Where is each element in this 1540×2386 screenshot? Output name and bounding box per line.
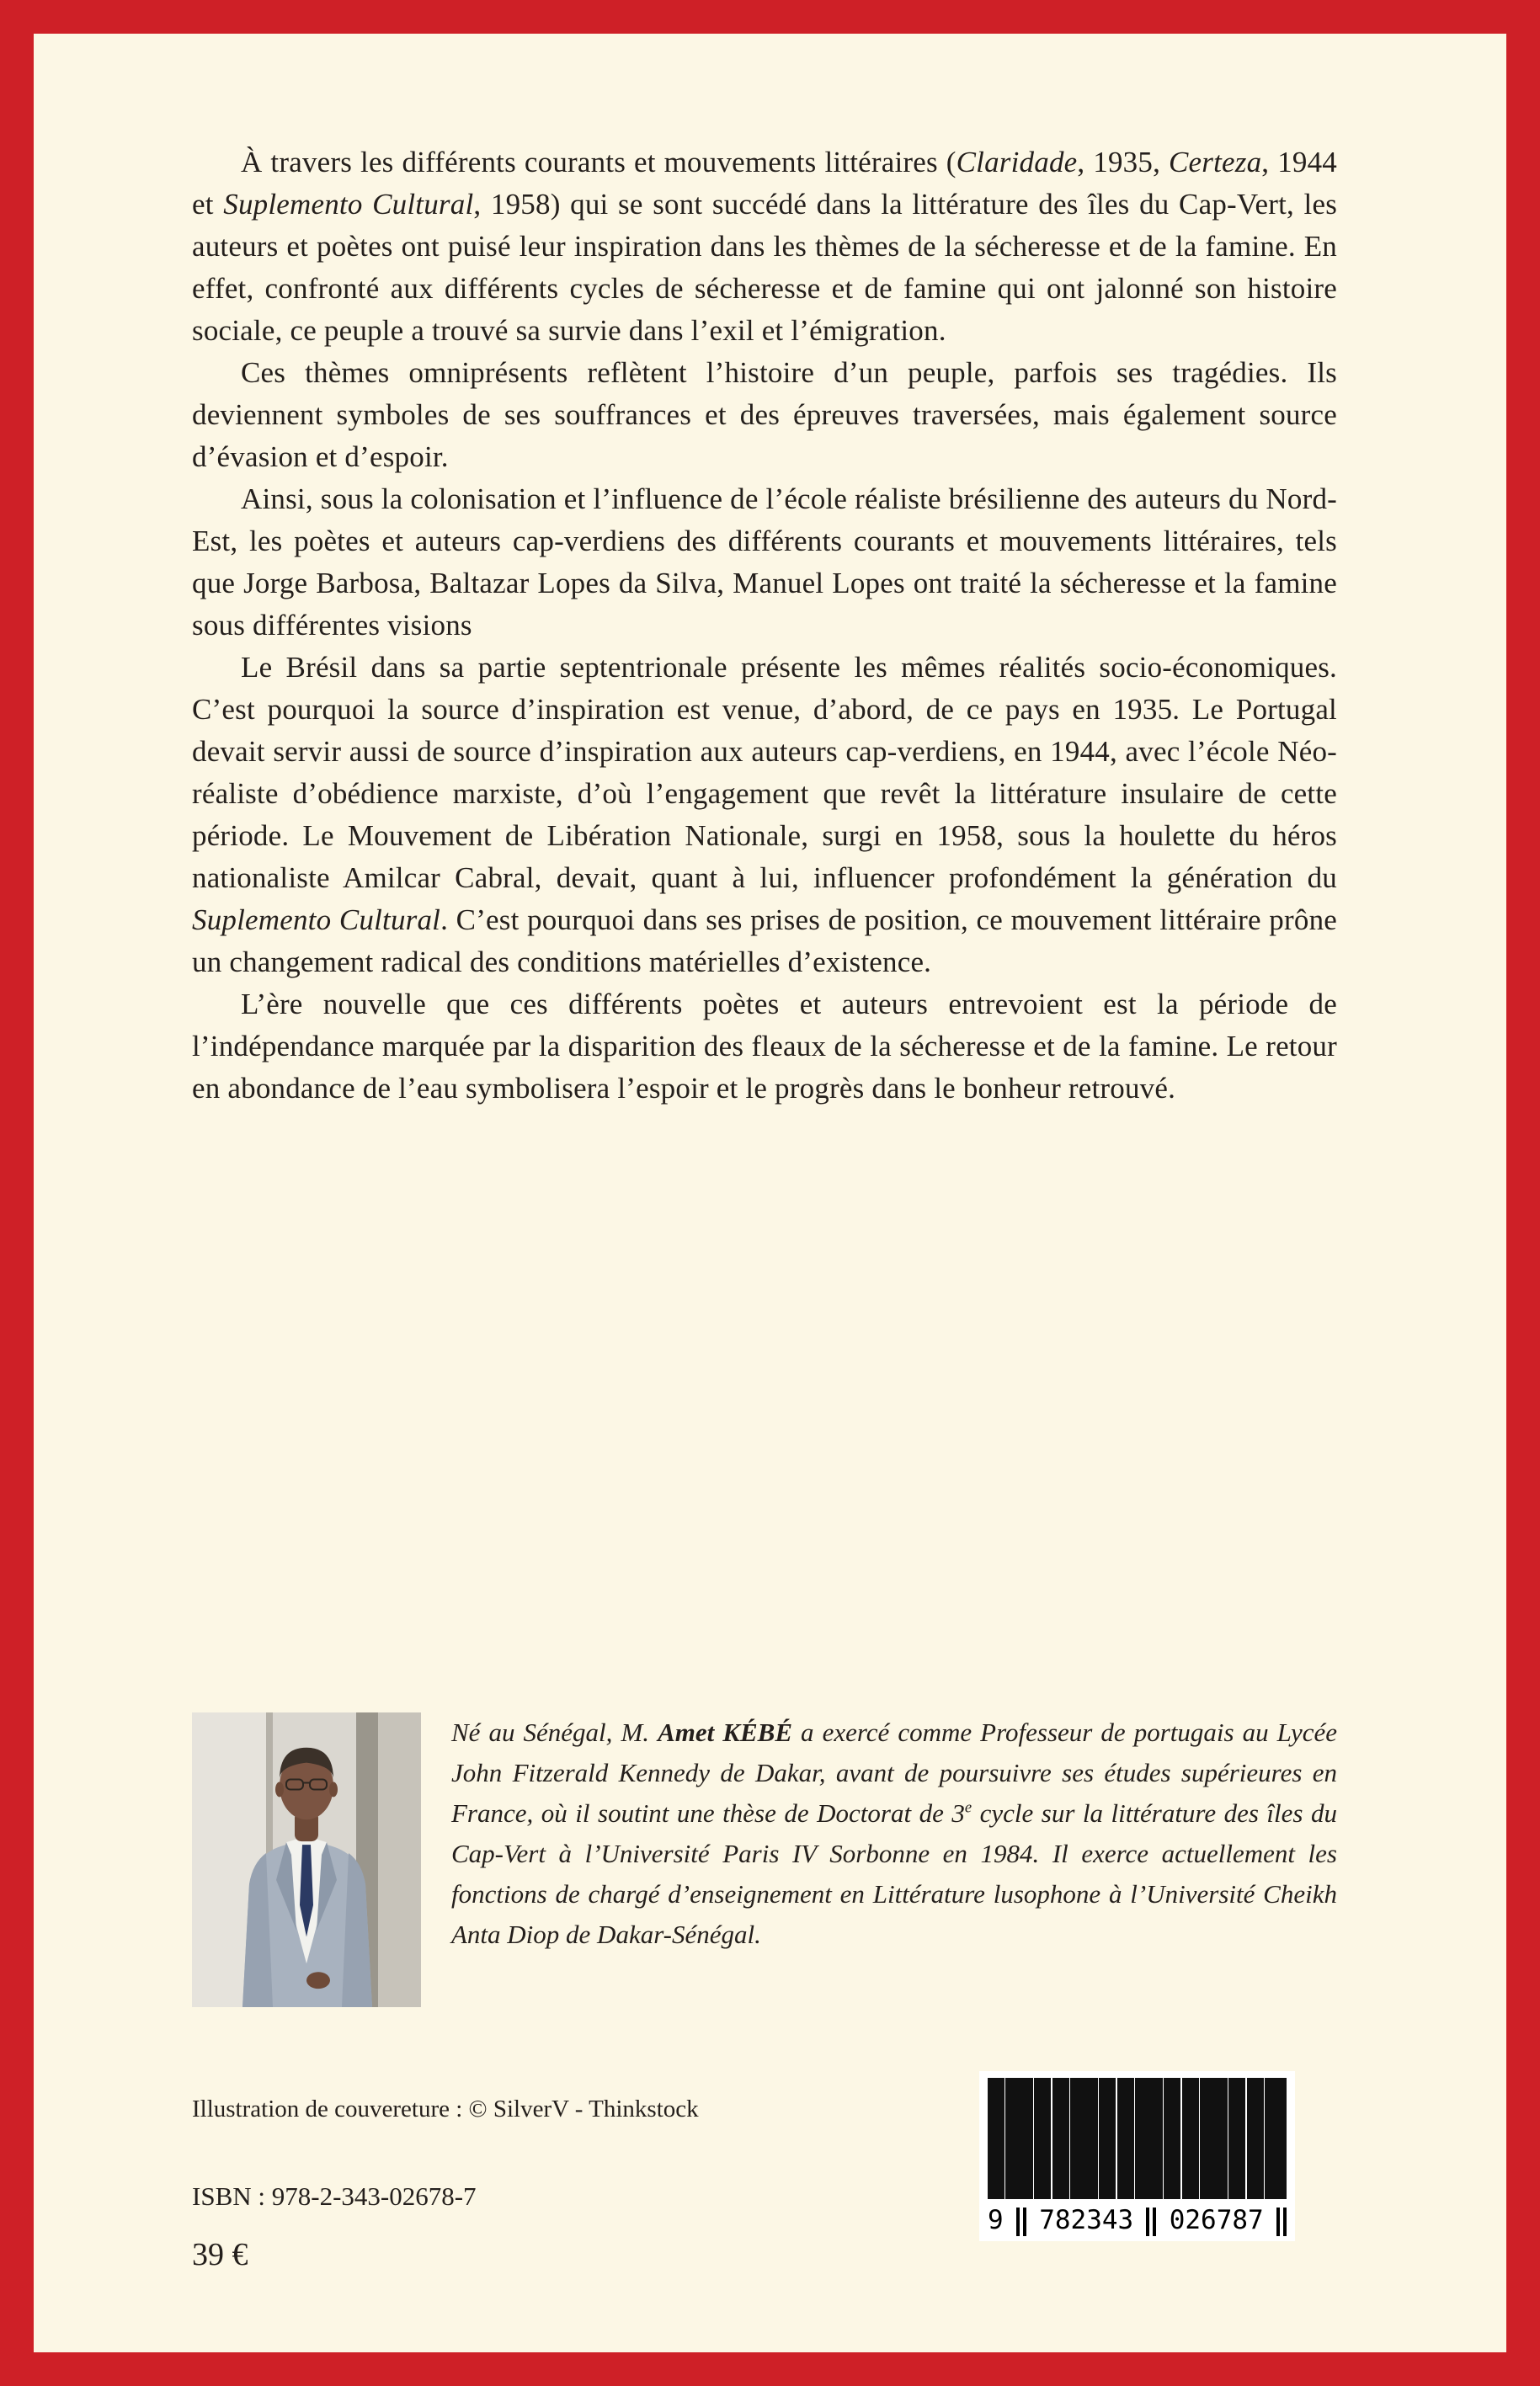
isbn-text: ISBN : 978-2-343-02678-7 bbox=[192, 2181, 477, 2211]
author-bio: Né au Sénégal, M. Amet KÉBÉ a exercé comme Professeur de portugais au Lycée John Fitzerald Kennedy de Dakar, avant de poursuivre ses études supérieures en France, où il soutint une thèse de Doctorat de 3e cycle sur la littérature des îles du Cap-Vert à l’Université Paris IV Sorbonne en 1984. Il exerce actuellement les fonctions de chargé d’enseignement en Littérature lusophone à l’Université Cheikh Anta Diop de Dakar-Sénégal. bbox=[451, 1718, 1337, 1949]
price-text: 39 € bbox=[192, 2237, 248, 2272]
author-photo bbox=[192, 1712, 421, 2007]
barcode-guard bbox=[1016, 2208, 1026, 2236]
barcode-bars bbox=[988, 2078, 1287, 2199]
synopsis-text-block bbox=[192, 141, 1337, 1110]
barcode-digits bbox=[988, 2199, 1287, 2236]
synopsis-paragraph: À travers les différents courants et mouvements littéraires (Claridade, 1935, Certeza, 1944 et Suplemento Cultural, 1958) qui se sont succédé dans la littérature des îles du Cap-Vert, les auteurs et poètes ont puisé leur inspiration dans les thèmes de la sécheresse et de la famine. En effet, confronté aux différents cycles de sécheresse et de famine qui ont jalonné son histoire sociale, ce peuple a trouvé sa survie dans l’exil et l’émigration. bbox=[192, 146, 1338, 347]
synopsis-paragraph: Le Brésil dans sa partie septentrionale présente les mêmes réalités socio-économiques. C’est pourquoi la source d’inspiration est venue, d’abord, de ce pays en 1935. Le Portugal devait servir aussi de source d’inspiration aux auteurs cap-verdiens, en 1944, avec l’école Néo-réaliste d’obédience marxiste, d’où l’engagement que revêt la littérature insulaire de cette période. Le Mouvement de Libération Nationale, surgi en 1958, sous la houlette du héros nationaliste Amilcar Cabral, devait, quant à lui, influencer profondément la génération du Suplemento Cultural. C’est pourquoi dans ses prises de position, ce mouvement littéraire prône un changement radical des conditions matérielles d’existence. bbox=[192, 651, 1338, 978]
barcode-guard bbox=[1276, 2208, 1287, 2236]
synopsis-paragraph: Ces thèmes omniprésents reflètent l’histoire d’un peuple, parfois ses tragédies. Ils deviennent symboles de ses souffrances et des épreuves traversées, mais également source d’évasion et d’espoir. bbox=[192, 356, 1337, 473]
barcode bbox=[979, 2071, 1295, 2241]
barcode-left-digit: 9 bbox=[988, 2205, 1004, 2235]
author-section bbox=[192, 1712, 1337, 2007]
barcode-guard bbox=[1146, 2208, 1156, 2236]
barcode-group1: 782343 bbox=[1039, 2205, 1134, 2235]
barcode-group2: 026787 bbox=[1169, 2205, 1264, 2235]
synopsis-paragraph: L’ère nouvelle que ces différents poètes et auteurs entrevoient est la période de l’indépendance marquée par la disparition des fleaux de la sécheresse et de la famine. Le retour en abondance de l’eau symbolisera l’espoir et le progrès dans le bonheur retrouvé. bbox=[192, 988, 1337, 1105]
illustration-credit: Illustration de couvereture : © SilverV - Thinkstock bbox=[192, 2096, 699, 2122]
synopsis-paragraph: Ainsi, sous la colonisation et l’influence de l’école réaliste brésilienne des auteurs du Nord-Est, les poètes et auteurs cap-verdiens des différents courants et mouvements littéraires, tels que Jorge Barbosa, Baltazar Lopes da Silva, Manuel Lopes ont traité la sécheresse et la famine sous différentes visions bbox=[192, 482, 1337, 642]
